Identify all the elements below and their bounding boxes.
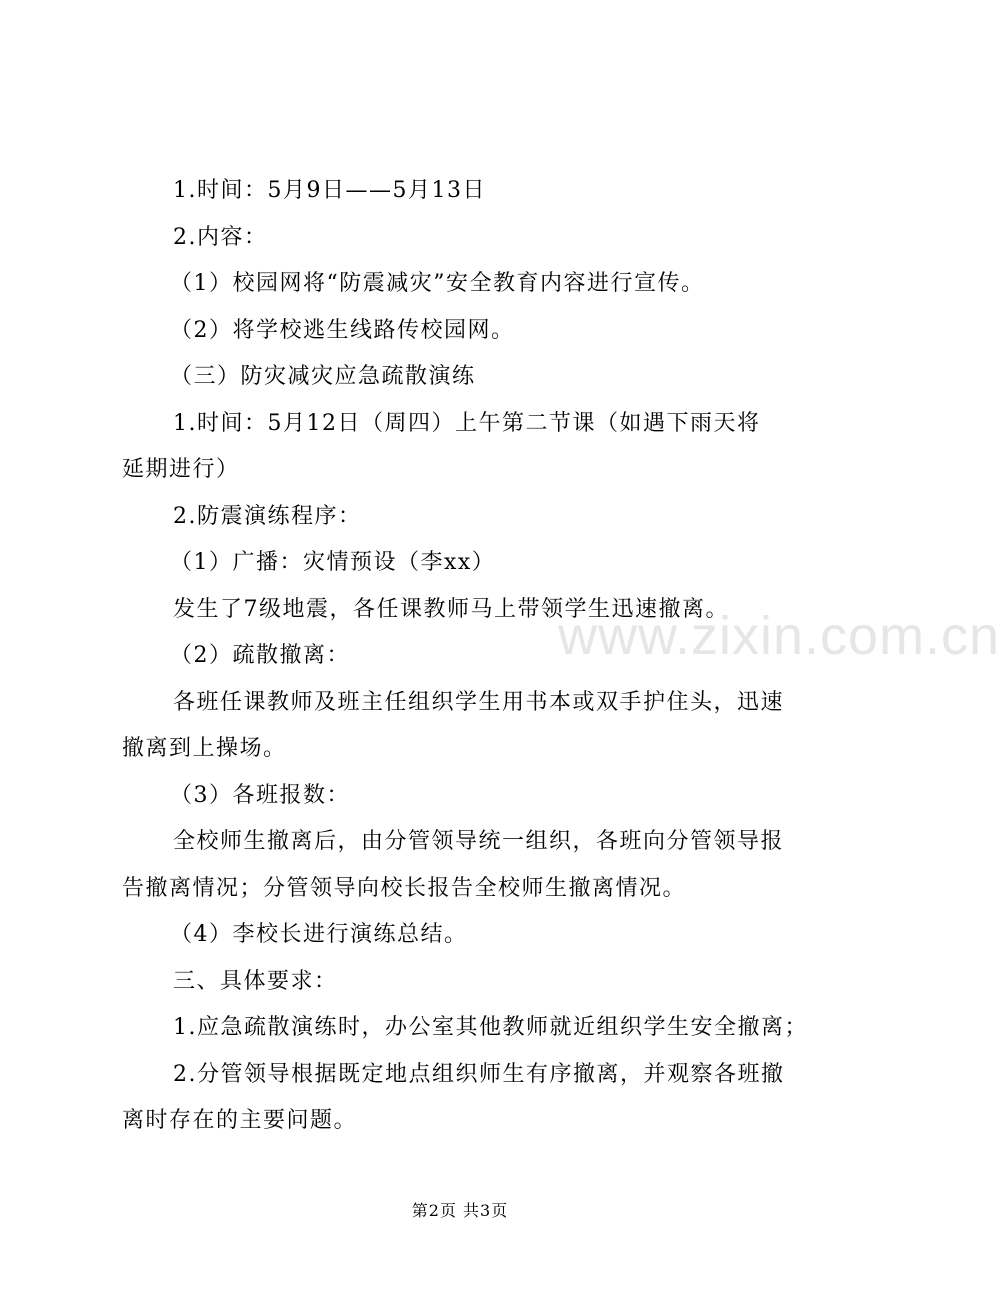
paragraph-line: （3）各班报数： <box>170 783 350 808</box>
paragraph-line: （1）广播：灾情预设（李xx） <box>170 550 496 575</box>
paragraph-line: 1.时间：5月12日（周四）上午第二节课（如遇下雨天将 <box>173 411 761 436</box>
page-footer: 第2页 共3页 <box>411 1201 509 1220</box>
paragraph-line: 2.分管领导根据既定地点组织师生有序撤离，并观察各班撤 <box>173 1062 785 1087</box>
paragraph-line: （1）校园网将“防震减灾”安全教育内容进行宣传。 <box>170 271 705 296</box>
watermark: www.zixin.com.cn <box>558 606 1000 666</box>
paragraph-line: （2）疏散撤离： <box>170 643 350 668</box>
paragraph-line: 延期进行） <box>122 457 240 482</box>
paragraph-line: 离时存在的主要问题。 <box>122 1108 358 1133</box>
paragraph-line: 1.应急疏散演练时，办公室其他教师就近组织学生安全撤离； <box>173 1015 808 1040</box>
paragraph-line: （4）李校长进行演练总结。 <box>170 922 468 947</box>
paragraph-line: （2）将学校逃生线路传校园网。 <box>170 318 515 343</box>
paragraph-line: 1.时间：5月9日——5月13日 <box>173 178 486 203</box>
paragraph-line: 发生了7级地震，各任课教师马上带领学生迅速撤离。 <box>173 597 729 622</box>
paragraph-line: 各班任课教师及班主任组织学生用书本或双手护住头，迅速 <box>173 690 785 715</box>
section-heading: （三）防灾减灾应急疏散演练 <box>170 364 476 389</box>
paragraph-line: 2.内容： <box>173 225 268 250</box>
paragraph-line: 全校师生撤离后，由分管领导统一组织，各班向分管领导报 <box>173 829 785 854</box>
paragraph-line: 2.防震演练程序： <box>173 504 362 529</box>
section-heading: 三、具体要求： <box>173 969 338 994</box>
paragraph-line: 撤离到上操场。 <box>122 736 287 761</box>
paragraph-line: 告撤离情况；分管领导向校长报告全校师生撤离情况。 <box>122 876 687 901</box>
